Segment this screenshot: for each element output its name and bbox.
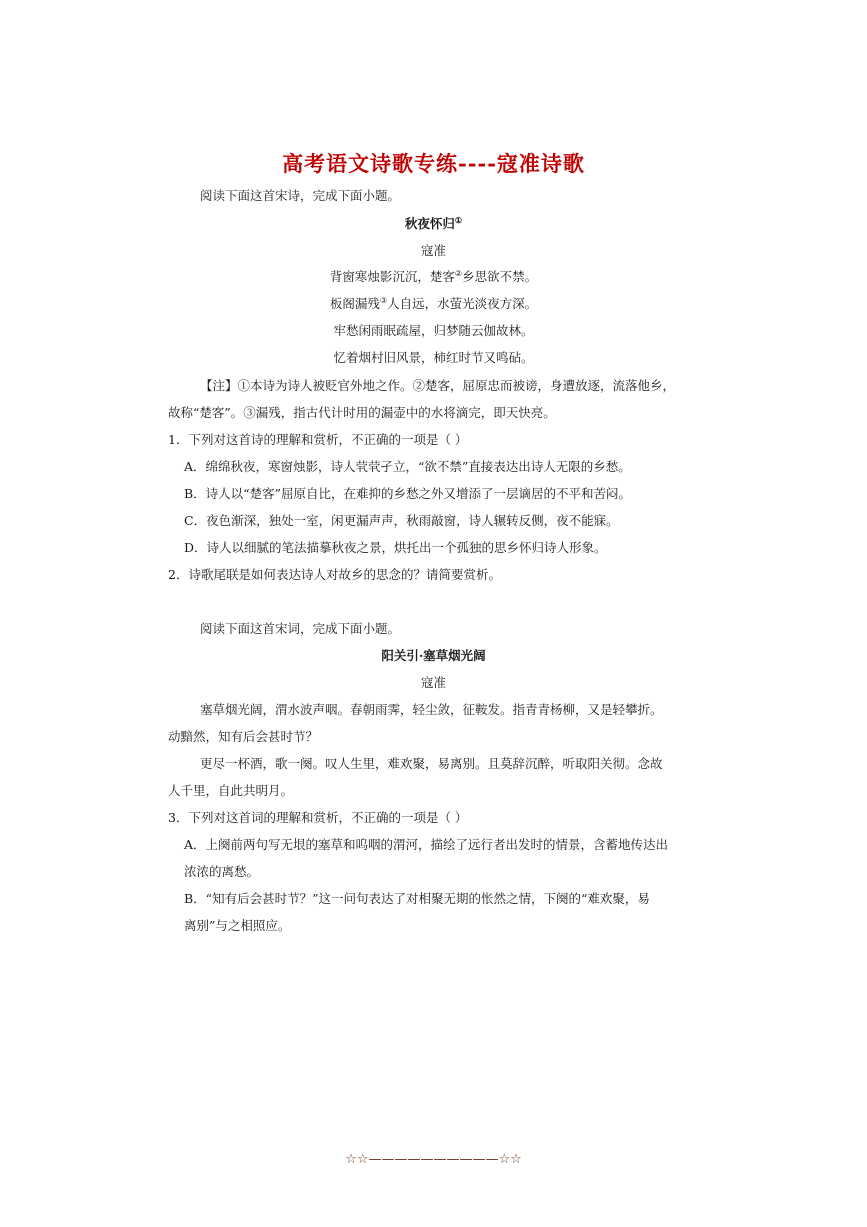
- poem2-para1-line-2: 动黯然，知有后会甚时节？: [168, 729, 319, 744]
- question-3: 3．下列对这首词的理解和赏析，不正确的一项是（ ）: [168, 810, 468, 825]
- poem1-intro: 阅读下面这首宋诗，完成下面小题。: [200, 188, 401, 203]
- poem1-line-4: [0, 350, 867, 366]
- document-title: 高考语文诗歌专练----寇准诗歌: [282, 151, 585, 176]
- poem1-title-text: 秋夜怀归: [404, 216, 455, 231]
- question-3-option-a-line-2: 浓浓的离愁。: [184, 864, 260, 879]
- poem2-para2-line-1: 更尽一杯酒，歌一阕。叹人生里，难欢聚，易离别。且莫辞沉醉，听取阳关彻。念故: [200, 756, 663, 771]
- question-3-option-a-line-1: A．上阕前两句写无垠的塞草和呜咽的渭河，描绘了远行者出发时的情景，含蓄地传达出: [184, 837, 669, 852]
- poem2-intro: 阅读下面这首宋词，完成下面小题。: [200, 621, 401, 636]
- poem1-title: [0, 216, 867, 232]
- poem2-para2-line-2: 人千里，自此共明月。: [168, 783, 294, 798]
- question-1: 1．下列对这首诗的理解和赏析，不正确的一项是（ ）: [168, 432, 468, 447]
- poem1-line-2: [0, 296, 867, 312]
- question-1-option-a: A．绵绵秋夜，寒窗烛影，诗人茕茕孑立，“欲不禁”直接表达出诗人无限的乡愁。: [184, 459, 631, 474]
- poem2-title: 阳关引·塞草烟光阔: [381, 648, 486, 663]
- poem1-note-line-1: 【注】①本诗为诗人被贬官外地之作。②楚客，屈原忠而被谤，身遭放逐，流落他乡，: [200, 378, 676, 393]
- poem1-note-line-2: 故称“楚客”。③漏残，指古代计时用的漏壶中的水将滴完，即天快亮。: [168, 405, 556, 420]
- question-1-option-c: C．夜色渐深，独处一室，闲更漏声声，秋雨敲窗，诗人辗转反侧，夜不能寐。: [184, 513, 619, 528]
- poem1-line-note: ②: [454, 268, 463, 278]
- poem1-line-text: 人自远，水萤光淡夜方深。: [387, 296, 538, 311]
- poem1-line-text: 忆着烟村旧风景，柿红时节又鸣砧。: [333, 350, 534, 365]
- poem1-line-text: 乡思欲不禁。: [462, 269, 538, 284]
- question-3-option-b-line-1: B．“知有后会甚时节？”这一问句表达了对相聚无期的怅然之情，下阕的“难欢聚，易: [184, 891, 650, 906]
- poem1-line-note: ③: [379, 295, 388, 305]
- question-1-option-d: D．诗人以细腻的笔法描摹秋夜之景，烘托出一个孤独的思乡怀归诗人形象。: [184, 540, 607, 555]
- question-3-option-b-line-2: 离别”与之相照应。: [184, 918, 291, 933]
- question-2: 2．诗歌尾联是如何表达诗人对故乡的思念的？请简要赏析。: [168, 567, 501, 582]
- poem1-line-text: 牢愁闲雨眠疏屋，归梦随云伽故林。: [333, 323, 534, 338]
- poem1-title-note: ①: [454, 214, 463, 225]
- poem2-author: 寇准: [420, 675, 446, 690]
- poem1-line-3: [0, 323, 867, 339]
- poem1-author: 寇准: [420, 243, 446, 258]
- poem2-para1-line-1: 塞草烟光阔，渭水波声咽。春朝雨霁，轻尘敛，征鞍发。指青青杨柳，又是轻攀折。: [200, 702, 663, 717]
- poem1-line-text: 背窗寒烛影沉沉，楚客: [329, 269, 455, 284]
- poem1-line-text: 板阁漏残: [329, 296, 380, 311]
- poem1-line-1: [0, 269, 867, 285]
- footer-decoration: ☆☆——————————☆☆: [345, 1152, 522, 1167]
- question-1-option-b: B．诗人以“楚客”屈原自比，在难抑的乡愁之外又增添了一层谪居的不平和苦闷。: [184, 486, 631, 501]
